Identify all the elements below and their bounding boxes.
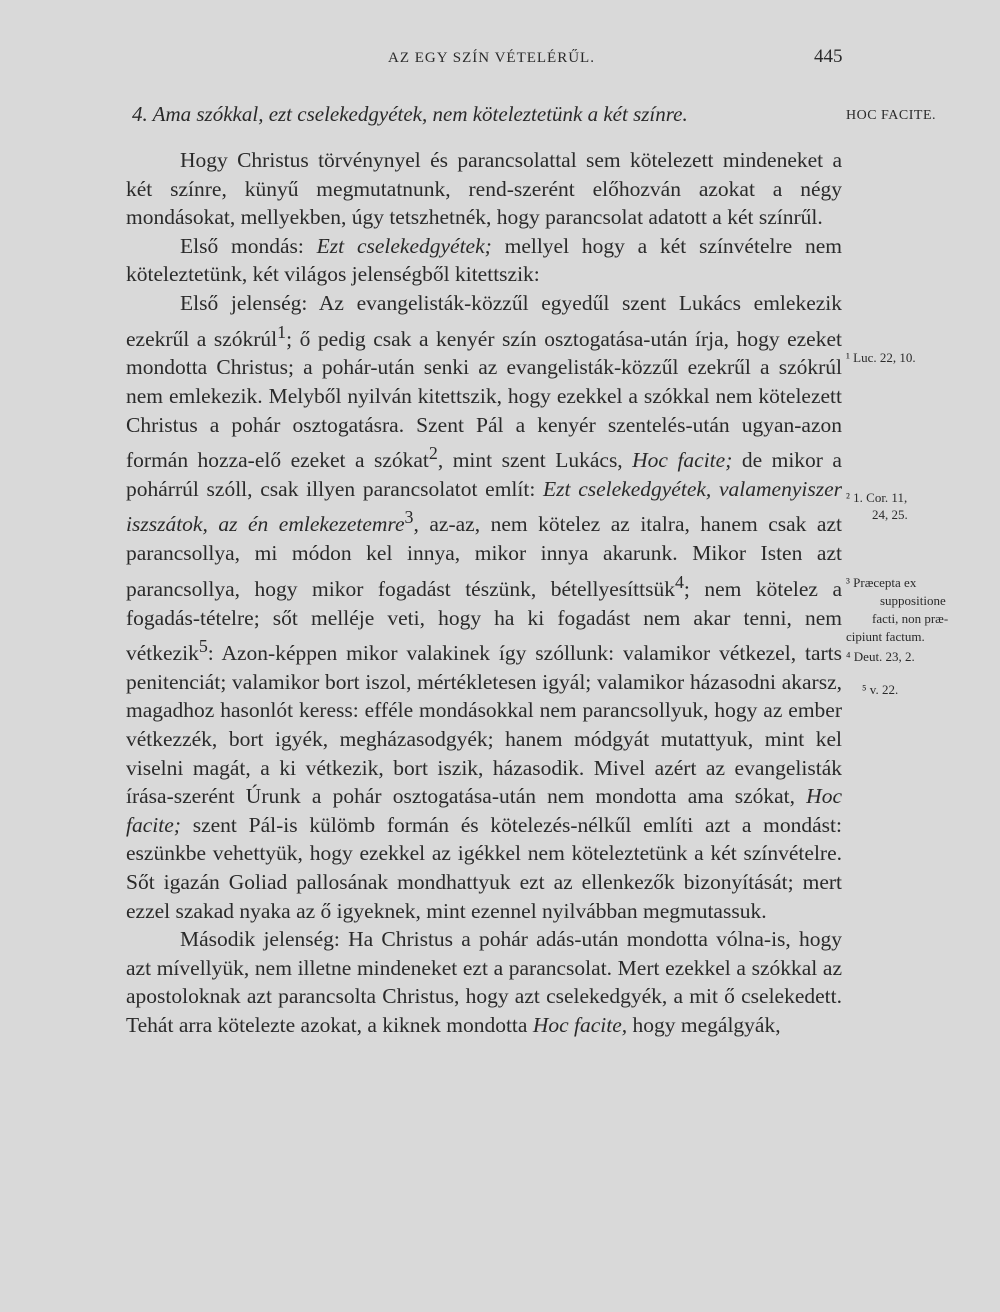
text-run: ; nem kötelez a fogadás-tételre; sőt melléje veti, hogy ha ki fogadást nem akar tenni, nem vétkezik (126, 576, 843, 666)
margin-note-2a: ² 1. Cor. 11, (846, 490, 908, 505)
text-run: , az-az, nem kötelez az italra, hanem csak azt parancsollya, mi módon kel innya, mikor innya akarunk. Mikor Isten azt parancsollya, hogy mikor fogadást tészünk, bétellyesíttsük (126, 512, 842, 601)
text-run: Első mondás: (180, 233, 317, 258)
margin-note-3a: ³ Præcepta ex (846, 575, 917, 590)
text-run: Első jelenség: Az evangelisták-közzűl egyedűl szent Lukács emlekezik ezekrűl a szókrúl (126, 290, 842, 351)
paragraph-1: Hogy Christus törvénynyel és parancsolattal sem kötelezett mindeneket a két színre, künyű megmutatnunk, rend-szerént előhozván azokat a négy mondásokat, mellyekben, úgy tetszhetnék, hogy parancsolat adatott a két színrűl. (126, 148, 842, 230)
margin-note-2b: 24, 25. (872, 507, 908, 522)
footnote-ref: 4 (674, 571, 684, 592)
running-title: AZ EGY SZÍN VÉTELÉRŰL. (388, 50, 595, 66)
footnote-ref: 3 (404, 507, 414, 528)
margin-heading: HOC FACITE. (846, 108, 937, 123)
text-run: szent Pál-is külömb formán és kötelezés-nélkűl említi azt a mondást: eszünkbe vehettyük, hogy ezekkel az igékkel nem köteleztetünk a két színvételre. Sőt igazán Goliad pallosának mondhattyuk ezt az ellenkezők bizonyítását; mert ezzel szakad nyaka az ő igyeknek, mint ezennel nyilvábban megmutassuk. (126, 812, 842, 923)
margin-note-4: ⁴ Deut. 23, 2. (846, 649, 915, 664)
footnote-ref: 5 (198, 636, 208, 657)
footnote-ref: 1 (277, 321, 287, 342)
margin-note-3c: facti, non præ- (872, 611, 949, 626)
italic-run: Ezt cselekedgyétek; (316, 233, 492, 258)
section-number: 4. (132, 102, 148, 126)
italic-run: Hoc facite; (126, 784, 842, 837)
italic-run: Ezt cselekedgyétek, valamenyiszer iszszátok, az én emlekezetemre (126, 476, 842, 537)
paragraph-4 (126, 925, 842, 1039)
italic-run: Hoc facite; (632, 448, 733, 473)
text-run: , mint szent Lukács, (437, 448, 633, 473)
text-run: Második jelenség: Ha Christus a pohár adás-után mondotta vólna-is, hogy azt mívellyük, nem illetne mindeneket ezt a parancsolat. Mert ezekkel a szókkal az apostoloknak azt parancsolta Christus, hogy azt cselekedgyék, a mit ő cselekedett. Tehát arra kötelezte azokat, a kiknek mondotta (126, 927, 842, 1037)
paragraph-3 (126, 289, 842, 925)
text-run: de mikor a pohárrúl szóll, csak illyen parancsolatot említ: (126, 448, 842, 501)
paragraph-2 (126, 232, 842, 289)
text-run: ; ő pedig csak a kenyér szín osztogatása-után írja, hogy ezeket mondotta Christus; a pohár-után senki az evangelisták-közzűl ezekrűl a szókrúl nem emlekezik. Melyből nyilván kitettszik, hogy ezekkel a szókkal nem kötelezett Christus a pohár osztogatásra. Szent Pál a kenyér szentelés-után ugyan-azon formán hozza-elő ezeket a szókat (126, 326, 842, 473)
margin-note-5: ⁵ v. 22. (862, 682, 899, 697)
margin-note-1: ¹ Luc. 22, 10. (846, 350, 916, 365)
page-number: 445 (814, 46, 843, 67)
text-run: hogy megálgyák, (627, 1013, 781, 1037)
italic-run: Hoc facite, (532, 1013, 628, 1037)
footnote-ref: 2 (428, 443, 438, 464)
text-run: mellyel hogy a két színvételre nem köteleztetünk, két világos jelenségből kitettszik: (126, 233, 842, 287)
margin-note-3d: cipiunt factum. (846, 629, 925, 644)
page-header (0, 44, 1000, 74)
margin-note-3b: suppositione (880, 593, 946, 608)
section-title (132, 102, 852, 127)
text-run: : Azon-képpen mikor valakinek így szóllunk: valamikor vétkezel, tarts penitenciát; valamikor bort iszol, mértékletesen igyál; valamikor házasodni akarsz, magadhoz hasonlót keress: efféle mondásokkal nem parancsollyuk, hogy az ember vétkezzék, bort igyék, megházasodgyék; hanem módgyát mutattyuk, mint kel viselni magát, a ki vétkezik, bort iszik, házasodik. Mivel azért az evangelisták írása-szerént Úrunk a pohár osztogatása-után nem mondotta ama szókat, (126, 641, 842, 809)
body-text (126, 146, 842, 1040)
section-title-text: Ama szókkal, ezt cselekedgyétek, nem köteleztetünk a két színre. (152, 102, 688, 126)
